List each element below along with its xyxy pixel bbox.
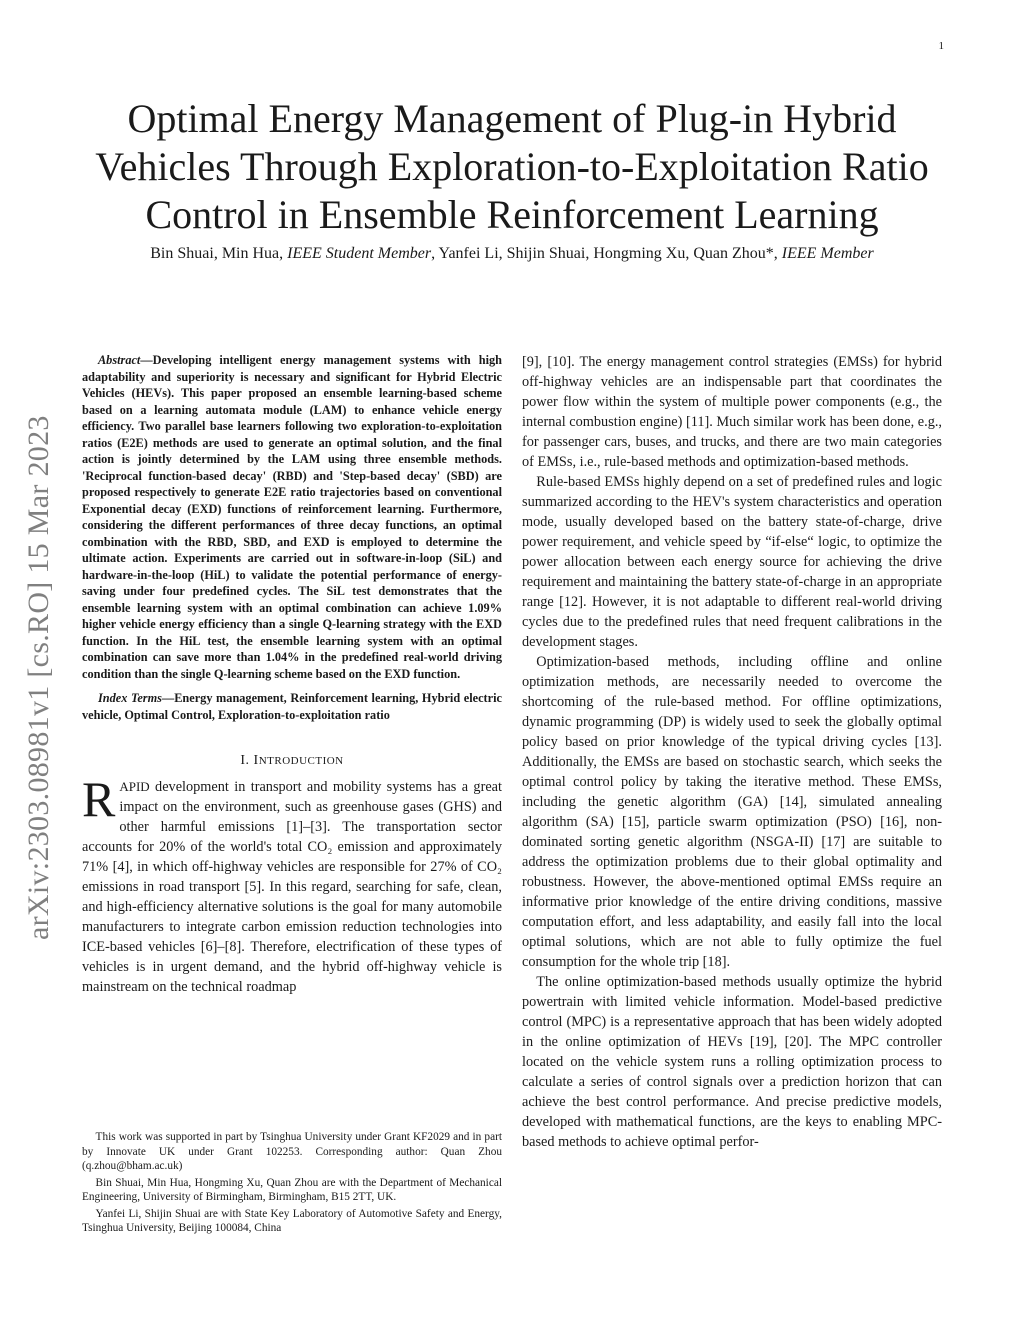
body-paragraph: Optimization-based methods, including offline and online optimization methods, are necessarily needed to overcome the shortcoming of the rule-based method. For offline optimizations, dynamic programming (DP) is widely used to seek the globally optimal policy based on prior knowledge of the typical driving cycles [13]. Additionally, the EMSs are based on stochastic search, which seeks the optimal control policy by taking the iterative method. These EMSs, including the genetic algorithm (GA) [14], simulated annealing algorithm (SA) [15], particle swarm optimization (PSO) [16], non-dominated sorting genetic algorithm (NSGA-II) [17] are suitable to address the optimization problems due to their global optimality and robustness. However, the above-mentioned optimal EMSs require an informative prior knowledge of the entire driving conditions, massive computation effort, and less adaptability, and easily fall into the local optimal solutions, which are not able to fully optimize the fuel consumption for the whole trip [18]. [522,654,942,970]
section-heading-introduction: I. INTRODUCTION [240,753,344,768]
drop-cap: R [82,771,116,827]
author-role-student: IEEE Student Member [287,245,432,262]
author-list [60,245,964,263]
index-terms-label: Index Terms [97,691,162,705]
authors-part-2: , Yanfei Li, Shijin Shuai, Hongming Xu, Quan Zhou*, [431,245,782,262]
index-terms [82,690,502,723]
drop-cap-word: APID [119,779,150,794]
abstract-label: Abstract [97,353,141,367]
abstract [82,352,502,682]
body-paragraph: The online optimization-based methods usually optimize the hybrid powertrain with limited vehicle information. Model-based predictive control (MPC) is a representative approach that has been widely adopted in the online optimization of HEVs [19], [20]. The MPC controller located on the vehicle system runs a rolling optimization process to calculate a series of control signals over a prediction horizon that can achieve the best control performance. And precise predictive models, developed with mathematical functions, are the keys to enabling MPC-based methods to achieve optimal perfor- [522,974,942,1150]
intro-paragraph: RAPID development in transport and mobility systems has a great impact on the environment, such as greenhouse gases (GHS) and other harmful emissions [1]–[3]. The transportation sector accounts for 20% of the world's total CO₂ emission and approximately 71% [4], in which off-highway vehicles are responsible for 27% of CO₂ emissions in road transport [5]. In this regard, searching for safe, clean, and high-efficiency alternative solutions is the goal for many automobile manufacturers to integrate carbon emission reduction technologies into ICE-based vehicles [6]–[8]. Therefore, electrification of these types of vehicles is in urgent demand, and the hybrid off-highway vehicle is mainstream on the technical roadmap [82,771,502,995]
index-terms-text: —Energy management, Reinforcement learning, Hybrid electric vehicle, Optimal Control, Exploration-to-exploitation ratio [82,691,502,722]
arxiv-stamp[interactable]: arXiv:2303.08981v1 [cs.RO] 15 Mar 2023 [22,415,55,940]
page-number: 1 [938,40,944,52]
authors-part-1: Bin Shuai, Min Hua, [150,245,288,262]
body-paragraph: [9], [10]. The energy management control strategies (EMSs) for hybrid off-highway vehicles are an indispensable part that coordinates the power flow within the system of multiple power components (e.g., the internal combustion engine) [11]. Much similar work has been done, e.g., for passenger cars, buses, and trucks, and there are two main categories of EMSs, i.e., rule-based methods and optimization-based methods. [522,354,942,470]
left-column [82,352,502,997]
footnote-affiliation-birmingham: Bin Shuai, Min Hua, Hongming Xu, Quan Zhou are with the Department of Mechanical Engineering, University of Birmingham, Birmingham, B15 2TT, UK. [82,1176,502,1203]
footnote-funding: This work was supported in part by Tsinghua University under Grant KF2029 and in part by Innovate UK under Grant 102253. Corresponding author: Quan Zhou (q.zhou@bham.ac.uk) [82,1131,502,1172]
body-paragraph: Rule-based EMSs highly depend on a set of predefined rules and logic summarized according to the HEV's system characteristics and operation mode, usually developed based on the battery state-of-charge, drive power requirement, and vehicle speed by “if-else“ logic, to optimize the power allocation between each energy source for achieving the drive requirement and maintaining the battery state-of-charge in an appropriate range [12]. However, it is not adaptable to different real-world driving cycles due to the predefined rules that need frequent calibrations in the development stages. [522,474,942,650]
right-column [522,352,942,1152]
abstract-text: —Developing intelligent energy management systems with high adaptability and superiority is necessary and significant for Hybrid Electric Vehicles (HEVs). This paper proposed an ensemble learning-based scheme based on a learning automata module (LAM) to enhance vehicle energy efficiency. Two parallel base learners following two exploration-to-exploitation ratios (E2E) methods are used to generate an optimal solution, and the final action is jointly determined by the LAM using three ensemble methods. 'Reciprocal function-based decay' (RBD) and 'Step-based decay' (SBD) are proposed respectively to generate E2E ratio trajectories based on conventional Exponential decay (EXD) functions of reinforcement learning. Furthermore, considering the different performances of three decay functions, an optimal combination with the RBD, SBD, and EXD is employed to determine the ultimate action. Experiments are carried out in software-in-loop (SiL) and hardware-in-the-loop (HiL) to validate the potential performance of energy-saving under four predefined cycles. The SiL test demonstrates that the ensemble learning system with an optimal combination can achieve 1.09% higher vehicle energy efficiency than a single Q-learning strategy with the EXD function. In the HiL test, the ensemble learning system with an optimal combination can save more than 1.04% in the predefined real-world driving condition than the single Q-learning scheme based on the EXD function. [82,353,502,681]
paper-title: Optimal Energy Management of Plug-in Hybrid Vehicles Through Exploration-to-Exploitation Ratio Control in Ensemble Reinforcement Learning [95,96,929,237]
author-role-member: IEEE Member [781,245,874,262]
footnote-affiliation-tsinghua: Yanfei Li, Shijin Shuai are with State Key Laboratory of Automotive Safety and Energy, Tsinghua University, Beijing 100084, China [82,1207,502,1234]
footnotes [82,1130,502,1238]
intro-body [82,771,502,997]
